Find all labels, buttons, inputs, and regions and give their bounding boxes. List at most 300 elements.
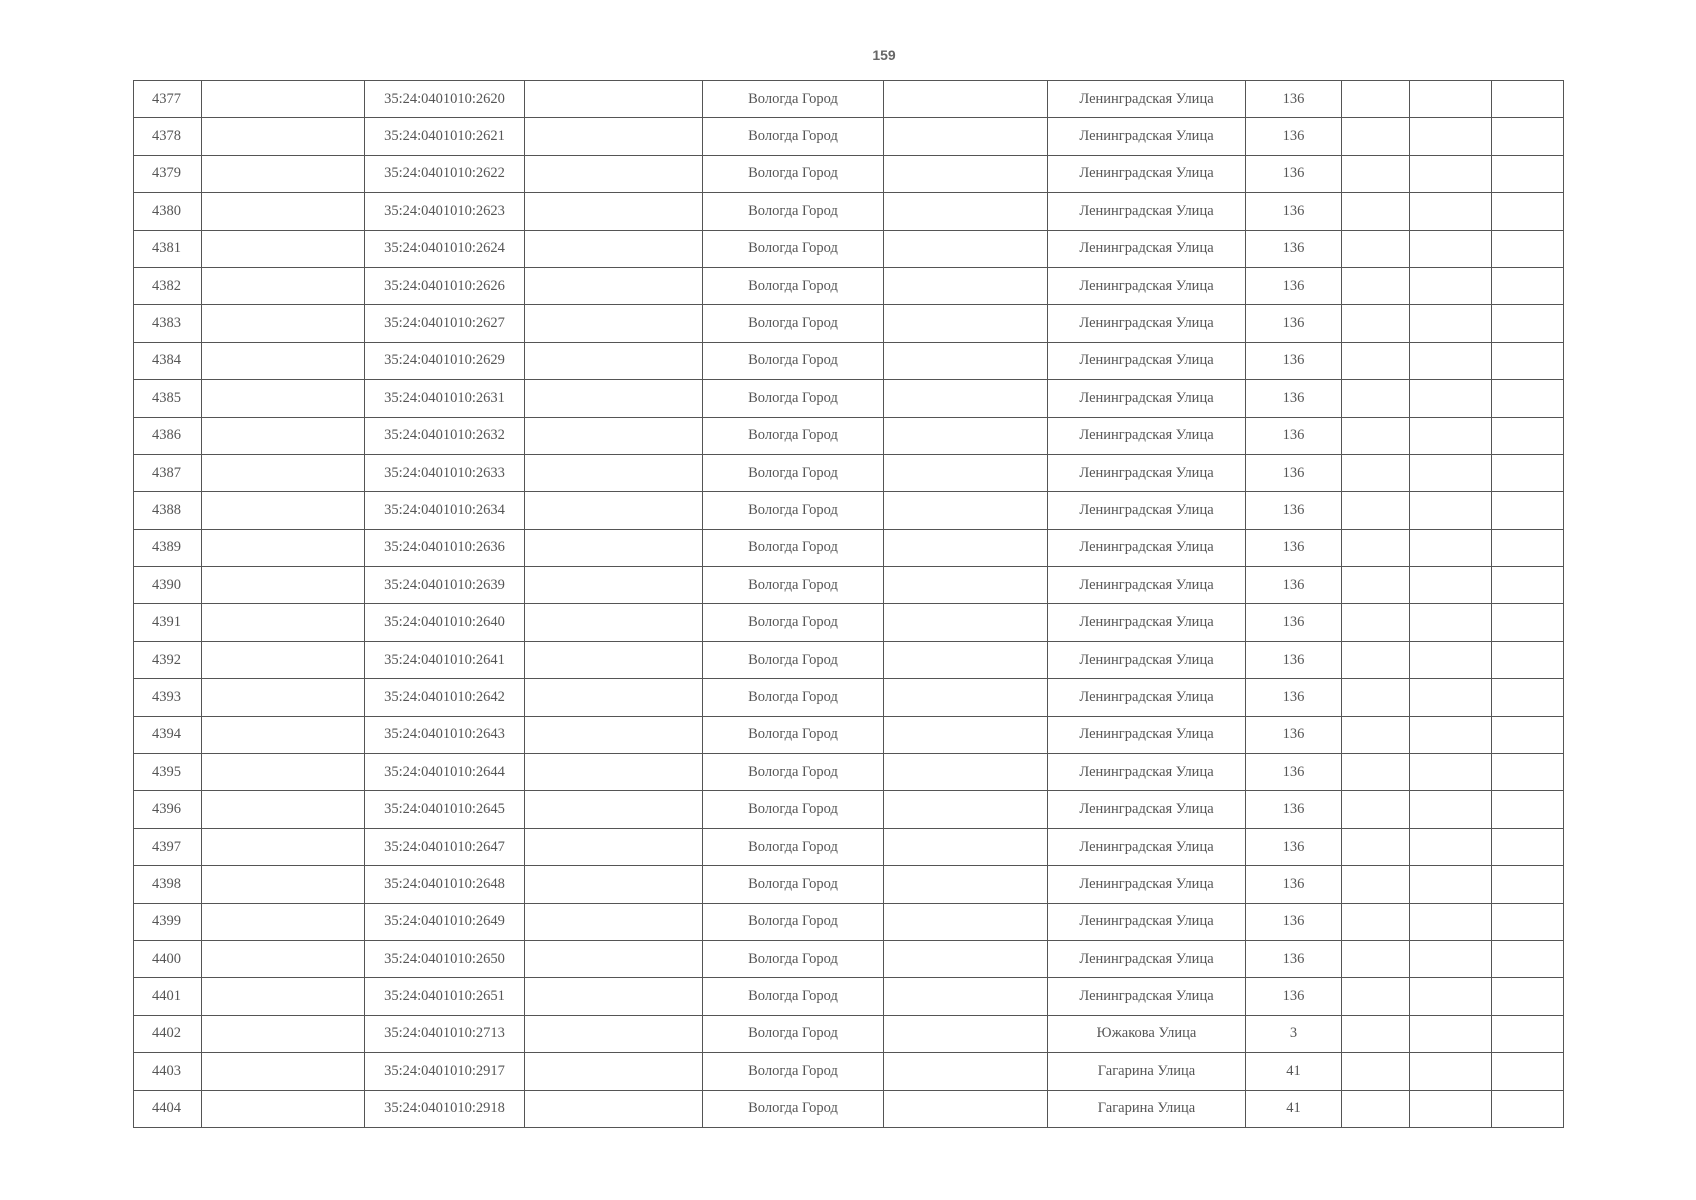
house-number-cell: 136 [1246, 342, 1342, 379]
empty-cell [525, 529, 703, 566]
row-number-cell: 4395 [134, 754, 202, 791]
table-row [134, 118, 1564, 155]
table-row [134, 978, 1564, 1015]
empty-cell [1342, 791, 1410, 828]
empty-cell [884, 1053, 1048, 1090]
empty-cell [884, 828, 1048, 865]
street-cell: Ленинградская Улица [1048, 529, 1246, 566]
empty-cell [1342, 81, 1410, 118]
table-row [134, 193, 1564, 230]
empty-cell [884, 903, 1048, 940]
empty-cell [1410, 1015, 1492, 1052]
empty-cell [1410, 641, 1492, 678]
city-cell: Вологда Город [703, 529, 884, 566]
empty-cell [1410, 940, 1492, 977]
empty-cell [202, 903, 365, 940]
row-number-cell: 4377 [134, 81, 202, 118]
empty-cell [1410, 529, 1492, 566]
city-cell: Вологда Город [703, 754, 884, 791]
row-number-cell: 4387 [134, 454, 202, 491]
house-number-cell: 136 [1246, 679, 1342, 716]
empty-cell [202, 791, 365, 828]
house-number-cell: 41 [1246, 1053, 1342, 1090]
empty-cell [202, 716, 365, 753]
house-number-cell: 136 [1246, 866, 1342, 903]
city-cell: Вологда Город [703, 940, 884, 977]
row-number-cell: 4398 [134, 866, 202, 903]
empty-cell [1492, 754, 1564, 791]
empty-cell [1342, 380, 1410, 417]
table-row [134, 604, 1564, 641]
empty-cell [202, 1053, 365, 1090]
empty-cell [884, 679, 1048, 716]
empty-cell [1410, 903, 1492, 940]
empty-cell [202, 342, 365, 379]
table-row [134, 454, 1564, 491]
empty-cell [202, 1015, 365, 1052]
cadastral-number-cell: 35:24:0401010:2647 [365, 828, 525, 865]
empty-cell [1492, 417, 1564, 454]
row-number-cell: 4399 [134, 903, 202, 940]
row-number-cell: 4384 [134, 342, 202, 379]
empty-cell [1492, 940, 1564, 977]
street-cell: Ленинградская Улица [1048, 604, 1246, 641]
city-cell: Вологда Город [703, 267, 884, 304]
empty-cell [884, 866, 1048, 903]
city-cell: Вологда Город [703, 342, 884, 379]
cadastral-number-cell: 35:24:0401010:2634 [365, 492, 525, 529]
empty-cell [525, 417, 703, 454]
empty-cell [202, 230, 365, 267]
empty-cell [1410, 828, 1492, 865]
cadastral-number-cell: 35:24:0401010:2622 [365, 155, 525, 192]
cadastral-number-cell: 35:24:0401010:2650 [365, 940, 525, 977]
table-row [134, 529, 1564, 566]
empty-cell [1342, 267, 1410, 304]
empty-cell [1492, 492, 1564, 529]
empty-cell [1492, 679, 1564, 716]
row-number-cell: 4382 [134, 267, 202, 304]
house-number-cell: 136 [1246, 567, 1342, 604]
row-number-cell: 4386 [134, 417, 202, 454]
house-number-cell: 136 [1246, 230, 1342, 267]
empty-cell [525, 1015, 703, 1052]
empty-cell [884, 155, 1048, 192]
empty-cell [1342, 305, 1410, 342]
empty-cell [525, 866, 703, 903]
empty-cell [1410, 230, 1492, 267]
empty-cell [1342, 342, 1410, 379]
empty-cell [884, 1015, 1048, 1052]
empty-cell [525, 193, 703, 230]
empty-cell [1410, 716, 1492, 753]
empty-cell [525, 1053, 703, 1090]
house-number-cell: 136 [1246, 791, 1342, 828]
empty-cell [525, 567, 703, 604]
table-row [134, 417, 1564, 454]
row-number-cell: 4390 [134, 567, 202, 604]
empty-cell [525, 155, 703, 192]
empty-cell [1342, 1090, 1410, 1127]
street-cell: Ленинградская Улица [1048, 492, 1246, 529]
table-row [134, 903, 1564, 940]
empty-cell [884, 604, 1048, 641]
empty-cell [884, 380, 1048, 417]
empty-cell [884, 81, 1048, 118]
empty-cell [884, 791, 1048, 828]
city-cell: Вологда Город [703, 604, 884, 641]
empty-cell [1410, 380, 1492, 417]
street-cell: Ленинградская Улица [1048, 866, 1246, 903]
row-number-cell: 4381 [134, 230, 202, 267]
table-row [134, 791, 1564, 828]
empty-cell [525, 230, 703, 267]
city-cell: Вологда Город [703, 193, 884, 230]
empty-cell [1410, 791, 1492, 828]
street-cell: Ленинградская Улица [1048, 828, 1246, 865]
empty-cell [884, 641, 1048, 678]
city-cell: Вологда Город [703, 716, 884, 753]
row-number-cell: 4379 [134, 155, 202, 192]
city-cell: Вологда Город [703, 828, 884, 865]
street-cell: Гагарина Улица [1048, 1090, 1246, 1127]
empty-cell [1410, 1090, 1492, 1127]
empty-cell [884, 1090, 1048, 1127]
cadastral-number-cell: 35:24:0401010:2641 [365, 641, 525, 678]
empty-cell [884, 342, 1048, 379]
table-row [134, 828, 1564, 865]
empty-cell [1410, 866, 1492, 903]
cadastral-number-cell: 35:24:0401010:2642 [365, 679, 525, 716]
street-cell: Ленинградская Улица [1048, 454, 1246, 491]
page-number: 159 [872, 47, 896, 63]
house-number-cell: 136 [1246, 641, 1342, 678]
empty-cell [202, 866, 365, 903]
table-row [134, 1090, 1564, 1127]
city-cell: Вологда Город [703, 679, 884, 716]
empty-cell [1342, 454, 1410, 491]
table-row [134, 305, 1564, 342]
cadastral-number-cell: 35:24:0401010:2639 [365, 567, 525, 604]
house-number-cell: 136 [1246, 529, 1342, 566]
empty-cell [525, 1090, 703, 1127]
empty-cell [1410, 1053, 1492, 1090]
table-row [134, 155, 1564, 192]
registry-table [133, 80, 1564, 1128]
row-number-cell: 4380 [134, 193, 202, 230]
empty-cell [1492, 791, 1564, 828]
city-cell: Вологда Город [703, 380, 884, 417]
empty-cell [202, 978, 365, 1015]
empty-cell [1342, 1053, 1410, 1090]
empty-cell [1342, 529, 1410, 566]
empty-cell [525, 342, 703, 379]
cadastral-number-cell: 35:24:0401010:2918 [365, 1090, 525, 1127]
empty-cell [884, 305, 1048, 342]
cadastral-number-cell: 35:24:0401010:2645 [365, 791, 525, 828]
empty-cell [525, 903, 703, 940]
table-row [134, 230, 1564, 267]
empty-cell [1342, 155, 1410, 192]
empty-cell [525, 81, 703, 118]
city-cell: Вологда Город [703, 1053, 884, 1090]
empty-cell [1492, 716, 1564, 753]
empty-cell [525, 604, 703, 641]
house-number-cell: 136 [1246, 716, 1342, 753]
empty-cell [1342, 604, 1410, 641]
empty-cell [1342, 1015, 1410, 1052]
house-number-cell: 136 [1246, 305, 1342, 342]
table-row [134, 940, 1564, 977]
street-cell: Ленинградская Улица [1048, 978, 1246, 1015]
city-cell: Вологда Город [703, 1015, 884, 1052]
table-row [134, 492, 1564, 529]
street-cell: Ленинградская Улица [1048, 903, 1246, 940]
empty-cell [202, 1090, 365, 1127]
street-cell: Ленинградская Улица [1048, 81, 1246, 118]
empty-cell [1492, 641, 1564, 678]
row-number-cell: 4389 [134, 529, 202, 566]
row-number-cell: 4394 [134, 716, 202, 753]
row-number-cell: 4401 [134, 978, 202, 1015]
street-cell: Ленинградская Улица [1048, 791, 1246, 828]
street-cell: Ленинградская Улица [1048, 193, 1246, 230]
table-row [134, 679, 1564, 716]
empty-cell [1342, 754, 1410, 791]
city-cell: Вологда Город [703, 903, 884, 940]
table-row [134, 380, 1564, 417]
cadastral-number-cell: 35:24:0401010:2627 [365, 305, 525, 342]
empty-cell [1492, 866, 1564, 903]
city-cell: Вологда Город [703, 454, 884, 491]
empty-cell [1410, 754, 1492, 791]
empty-cell [202, 193, 365, 230]
street-cell: Ленинградская Улица [1048, 155, 1246, 192]
city-cell: Вологда Город [703, 1090, 884, 1127]
empty-cell [884, 716, 1048, 753]
empty-cell [1342, 940, 1410, 977]
cadastral-number-cell: 35:24:0401010:2631 [365, 380, 525, 417]
street-cell: Ленинградская Улица [1048, 230, 1246, 267]
empty-cell [1492, 903, 1564, 940]
empty-cell [1410, 305, 1492, 342]
house-number-cell: 136 [1246, 193, 1342, 230]
city-cell: Вологда Город [703, 866, 884, 903]
empty-cell [202, 567, 365, 604]
empty-cell [884, 529, 1048, 566]
empty-cell [1410, 492, 1492, 529]
house-number-cell: 136 [1246, 978, 1342, 1015]
row-number-cell: 4383 [134, 305, 202, 342]
empty-cell [1492, 454, 1564, 491]
house-number-cell: 136 [1246, 492, 1342, 529]
house-number-cell: 136 [1246, 454, 1342, 491]
empty-cell [525, 978, 703, 1015]
house-number-cell: 136 [1246, 903, 1342, 940]
empty-cell [1492, 155, 1564, 192]
house-number-cell: 136 [1246, 828, 1342, 865]
city-cell: Вологда Город [703, 305, 884, 342]
empty-cell [884, 230, 1048, 267]
empty-cell [1342, 641, 1410, 678]
street-cell: Южакова Улица [1048, 1015, 1246, 1052]
row-number-cell: 4400 [134, 940, 202, 977]
street-cell: Ленинградская Улица [1048, 417, 1246, 454]
empty-cell [1342, 903, 1410, 940]
empty-cell [202, 940, 365, 977]
cadastral-number-cell: 35:24:0401010:2626 [365, 267, 525, 304]
empty-cell [1410, 155, 1492, 192]
street-cell: Ленинградская Улица [1048, 267, 1246, 304]
empty-cell [884, 492, 1048, 529]
empty-cell [1492, 1053, 1564, 1090]
cadastral-number-cell: 35:24:0401010:2620 [365, 81, 525, 118]
empty-cell [525, 454, 703, 491]
row-number-cell: 4385 [134, 380, 202, 417]
row-number-cell: 4391 [134, 604, 202, 641]
row-number-cell: 4397 [134, 828, 202, 865]
empty-cell [1492, 978, 1564, 1015]
street-cell: Ленинградская Улица [1048, 679, 1246, 716]
cadastral-number-cell: 35:24:0401010:2629 [365, 342, 525, 379]
table-row [134, 866, 1564, 903]
empty-cell [525, 305, 703, 342]
table-row [134, 716, 1564, 753]
table-row [134, 1053, 1564, 1090]
empty-cell [202, 417, 365, 454]
empty-cell [1492, 267, 1564, 304]
house-number-cell: 136 [1246, 155, 1342, 192]
street-cell: Ленинградская Улица [1048, 567, 1246, 604]
row-number-cell: 4393 [134, 679, 202, 716]
city-cell: Вологда Город [703, 81, 884, 118]
empty-cell [884, 754, 1048, 791]
city-cell: Вологда Город [703, 641, 884, 678]
empty-cell [525, 828, 703, 865]
empty-cell [202, 754, 365, 791]
empty-cell [202, 641, 365, 678]
empty-cell [1492, 380, 1564, 417]
empty-cell [884, 417, 1048, 454]
empty-cell [1410, 267, 1492, 304]
empty-cell [1492, 604, 1564, 641]
empty-cell [202, 604, 365, 641]
empty-cell [525, 940, 703, 977]
cadastral-number-cell: 35:24:0401010:2644 [365, 754, 525, 791]
empty-cell [884, 567, 1048, 604]
cadastral-number-cell: 35:24:0401010:2649 [365, 903, 525, 940]
cadastral-number-cell: 35:24:0401010:2917 [365, 1053, 525, 1090]
empty-cell [1342, 866, 1410, 903]
empty-cell [525, 791, 703, 828]
cadastral-number-cell: 35:24:0401010:2713 [365, 1015, 525, 1052]
empty-cell [202, 679, 365, 716]
city-cell: Вологда Город [703, 118, 884, 155]
house-number-cell: 136 [1246, 380, 1342, 417]
empty-cell [1492, 305, 1564, 342]
empty-cell [884, 193, 1048, 230]
empty-cell [1410, 417, 1492, 454]
row-number-cell: 4378 [134, 118, 202, 155]
empty-cell [202, 81, 365, 118]
house-number-cell: 136 [1246, 267, 1342, 304]
empty-cell [1342, 193, 1410, 230]
empty-cell [202, 529, 365, 566]
empty-cell [202, 305, 365, 342]
empty-cell [1342, 828, 1410, 865]
table-row [134, 754, 1564, 791]
empty-cell [1410, 193, 1492, 230]
empty-cell [1492, 567, 1564, 604]
empty-cell [525, 267, 703, 304]
city-cell: Вологда Город [703, 155, 884, 192]
city-cell: Вологда Город [703, 230, 884, 267]
empty-cell [1492, 230, 1564, 267]
street-cell: Ленинградская Улица [1048, 305, 1246, 342]
empty-cell [1410, 81, 1492, 118]
table-row [134, 1015, 1564, 1052]
cadastral-number-cell: 35:24:0401010:2621 [365, 118, 525, 155]
table-row [134, 567, 1564, 604]
cadastral-number-cell: 35:24:0401010:2643 [365, 716, 525, 753]
empty-cell [202, 155, 365, 192]
row-number-cell: 4402 [134, 1015, 202, 1052]
cadastral-number-cell: 35:24:0401010:2651 [365, 978, 525, 1015]
empty-cell [525, 118, 703, 155]
empty-cell [1410, 118, 1492, 155]
empty-cell [202, 454, 365, 491]
house-number-cell: 136 [1246, 118, 1342, 155]
empty-cell [1342, 417, 1410, 454]
empty-cell [525, 716, 703, 753]
empty-cell [202, 118, 365, 155]
empty-cell [1410, 978, 1492, 1015]
row-number-cell: 4392 [134, 641, 202, 678]
cadastral-number-cell: 35:24:0401010:2648 [365, 866, 525, 903]
empty-cell [1492, 81, 1564, 118]
empty-cell [884, 454, 1048, 491]
empty-cell [202, 492, 365, 529]
empty-cell [1410, 679, 1492, 716]
table-row [134, 81, 1564, 118]
empty-cell [1492, 118, 1564, 155]
empty-cell [1492, 342, 1564, 379]
street-cell: Ленинградская Улица [1048, 380, 1246, 417]
empty-cell [1410, 342, 1492, 379]
house-number-cell: 136 [1246, 417, 1342, 454]
empty-cell [202, 828, 365, 865]
empty-cell [525, 679, 703, 716]
row-number-cell: 4404 [134, 1090, 202, 1127]
street-cell: Ленинградская Улица [1048, 940, 1246, 977]
empty-cell [1492, 1015, 1564, 1052]
house-number-cell: 41 [1246, 1090, 1342, 1127]
empty-cell [1342, 567, 1410, 604]
city-cell: Вологда Город [703, 567, 884, 604]
cadastral-number-cell: 35:24:0401010:2633 [365, 454, 525, 491]
house-number-cell: 136 [1246, 604, 1342, 641]
empty-cell [525, 641, 703, 678]
house-number-cell: 3 [1246, 1015, 1342, 1052]
street-cell: Ленинградская Улица [1048, 716, 1246, 753]
empty-cell [525, 492, 703, 529]
empty-cell [1410, 454, 1492, 491]
empty-cell [1342, 230, 1410, 267]
row-number-cell: 4388 [134, 492, 202, 529]
street-cell: Ленинградская Улица [1048, 641, 1246, 678]
street-cell: Гагарина Улица [1048, 1053, 1246, 1090]
empty-cell [525, 380, 703, 417]
